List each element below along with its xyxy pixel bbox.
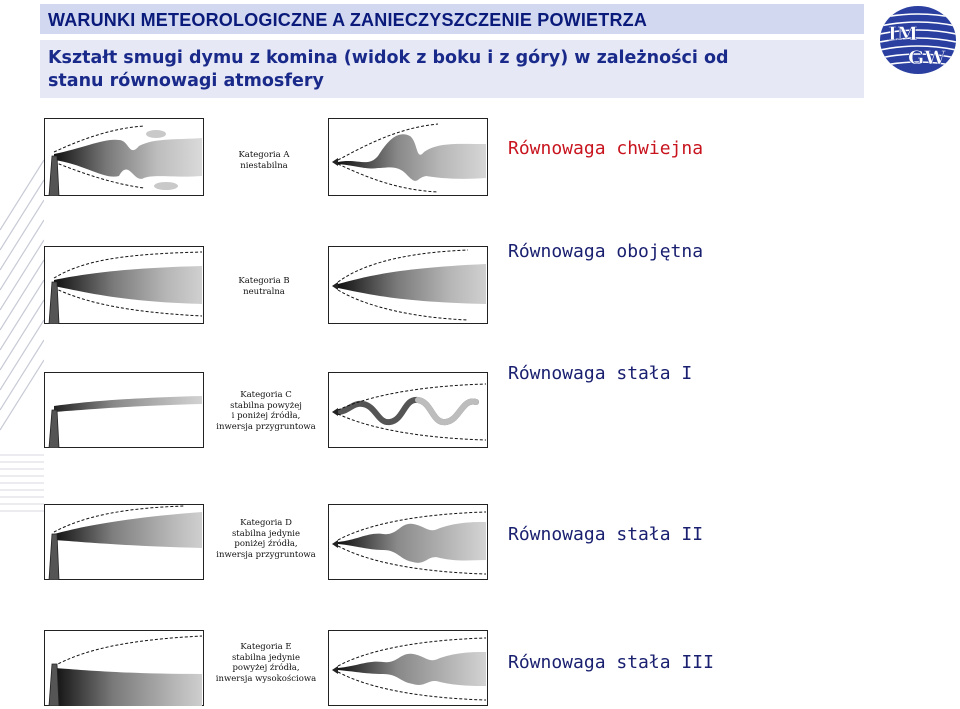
category-a-line-2: niestabilna	[240, 160, 288, 171]
category-label-c	[206, 390, 326, 432]
top-view-panel-a	[328, 118, 488, 196]
page-subtitle	[48, 47, 729, 93]
category-b-line-2: neutralna	[243, 286, 285, 297]
side-view-diagram-b	[44, 246, 204, 324]
category-label-b	[204, 276, 324, 297]
category-c-line-2: stabilna powyżej	[230, 400, 302, 411]
title-bar	[40, 4, 864, 34]
category-c-line-3: i poniżej źródła,	[231, 411, 301, 421]
equilibrium-label-e: Równowaga stała III	[508, 652, 714, 673]
background-decoration	[0, 0, 44, 709]
category-d-line-2: stabilna jedynie	[231, 528, 301, 539]
top-view-panel-b	[328, 246, 488, 324]
imgw-logo	[878, 4, 958, 80]
equilibrium-label-b: Równowaga obojętna	[508, 241, 704, 262]
category-e-line-4: inwersja wysokościowa	[215, 673, 317, 684]
side-view-panel-e	[44, 630, 204, 706]
top-view-panel-c	[328, 372, 488, 448]
category-b-line-1: Kategoria B	[238, 276, 290, 286]
top-view-panel-e	[328, 630, 488, 706]
category-d-line-1: Kategoria D	[240, 518, 292, 528]
category-c-line-1: Kategoria C	[240, 390, 292, 400]
category-e-line-2: stabilna jedynie	[231, 652, 301, 663]
side-view-panel-d	[44, 504, 204, 580]
subtitle-box	[40, 40, 864, 98]
category-d-line-4: inwersja przygruntowa	[216, 549, 316, 560]
equilibrium-label-d: Równowaga stała II	[508, 524, 704, 545]
equilibrium-label-c: Równowaga stała I	[508, 363, 693, 384]
top-view-diagram-c	[328, 372, 488, 448]
equilibrium-label-a: Równowaga chwiejna	[508, 138, 704, 159]
subtitle-line-2: stanu równowagi atmosfery	[48, 71, 324, 91]
category-label-d	[206, 518, 326, 560]
category-c-line-4: inwersja przygruntowa	[216, 421, 316, 432]
side-view-diagram-a	[44, 118, 204, 196]
top-view-panel-d	[328, 504, 488, 580]
category-label-e	[206, 642, 326, 684]
side-view-panel-b	[44, 246, 204, 324]
top-view-diagram-e	[328, 630, 488, 706]
side-view-panel-c	[44, 372, 204, 448]
side-view-diagram-d	[44, 504, 204, 580]
category-label-a	[204, 150, 324, 171]
category-e-line-3: powyżej źródła,	[232, 663, 300, 673]
category-d-line-3: poniżej źródła,	[234, 539, 298, 549]
subtitle-line-1: Kształt smugi dymu z komina (widok z boku i z góry) w zależności od	[48, 48, 729, 68]
side-view-diagram-c	[44, 372, 204, 448]
logo-text-top: IM	[888, 23, 918, 45]
category-a-line-1: Kategoria A	[238, 150, 290, 160]
logo-text-bottom: GW	[908, 47, 946, 69]
side-view-panel-a	[44, 118, 204, 196]
page-title: WARUNKI METEOROLOGICZNE A ZANIECZYSZCZENIE POWIETRZA	[48, 10, 648, 30]
side-view-diagram-e	[44, 630, 204, 706]
category-e-line-1: Kategoria E	[240, 642, 292, 652]
top-view-diagram-d	[328, 504, 488, 580]
top-view-diagram-b	[328, 246, 488, 324]
top-view-diagram-a	[328, 118, 488, 196]
